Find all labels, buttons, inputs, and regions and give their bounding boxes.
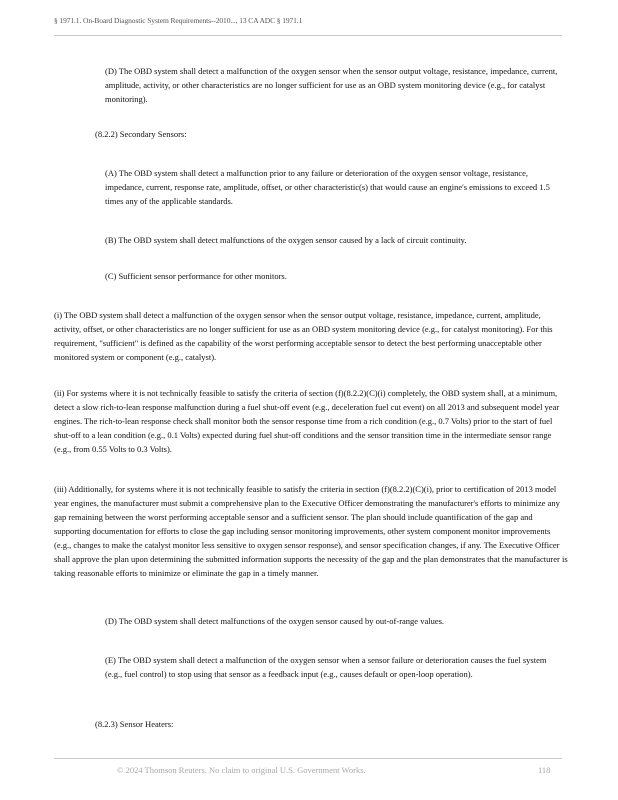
- page-number: 118: [538, 765, 551, 775]
- paragraph-C-i: (i) The OBD system shall detect a malfunction of the oxygen sensor when the sensor output voltage, resistance, impedance, current, amplitude, activity, offset, or other characteristics are no longer sufficient for use as an OBD system monitoring device (e.g., for catalyst monitoring). For this requirement, "sufficient" is defined as the capability of the worst performing acceptable sensor to detect the best performing unacceptable other monitored system or component (e.g., catalyst).: [54, 310, 553, 362]
- paragraph-secondary-E: (E) The OBD system shall detect a malfunction of the oxygen sensor when a sensor failure or deterioration causes the fuel system (e.g., fuel control) to stop using that sensor as a feedback input (e.g., causes default or open-loop operation).: [105, 655, 547, 679]
- heading-secondary-sensors: (8.2.2) Secondary Sensors:: [95, 129, 187, 139]
- footer-copyright: © 2024 Thomson Reuters. No claim to original U.S. Government Works.: [117, 765, 366, 775]
- paragraph-secondary-D: (D) The OBD system shall detect malfunctions of the oxygen sensor caused by out-of-range values.: [105, 616, 445, 626]
- paragraph-C-ii: (ii) For systems where it is not technically feasible to satisfy the criteria of section (f)(8.2.2)(C)(i) completely, the OBD system shall, at a minimum, detect a slow rich-to-lean response malfunction during a fuel shut-off event (e.g., deceleration fuel cut event) on all 2013 and subsequent model year engines. The rich-to-lean response check shall monitor both the sensor response time from a rich condition (e.g., 0.7 Volts) prior to the start of fuel shut-off to a lean condition (e.g., 0.1 Volts) expected during fuel shut-off conditions and the sensor transition time in the intermediate sensor range (e.g., from 0.55 Volts to 0.3 Volts).: [54, 388, 560, 454]
- heading-sensor-heaters: (8.2.3) Sensor Heaters:: [95, 719, 174, 729]
- header-divider: [54, 35, 562, 36]
- running-header: § 1971.1. On-Board Diagnostic System Requirements--2010..., 13 CA ADC § 1971.1: [54, 16, 303, 25]
- paragraph-secondary-A: (A) The OBD system shall detect a malfunction prior to any failure or deterioration of the oxygen sensor voltage, resistance, impedance, current, response rate, amplitude, offset, or other characteristic(s) that would cause an engine's emissions to exceed 1.5 times any of the applicable standards.: [105, 168, 550, 206]
- paragraph-secondary-B: (B) The OBD system shall detect malfunctions of the oxygen sensor caused by a lack of circuit continuity.: [105, 235, 467, 245]
- paragraph-C-iii: (iii) Additionally, for systems where it is not technically feasible to satisfy the criteria in section (f)(8.2.2)(C)(i), prior to certification of 2013 model year engines, the manufacturer must submit a comprehensive plan to the Executive Officer demonstrating the manufacturer's efforts to minimize any gap remaining between the worst performing acceptable sensor and a sufficient sensor. The plan should include quantification of the gap and supporting documentation for efforts to close the gap including sensor monitoring improvements, other system component monitor improvements (e.g., changes to make the catalyst monitor less sensitive to oxygen sensor response), and sensor specification changes, if any. The Executive Officer shall approve the plan upon determining the submitted information supports the necessity of the gap and the plan demonstrates that the manufacturer is taking reasonable efforts to minimize or eliminate the gap in a timely manner.: [54, 484, 568, 578]
- footer-divider: [54, 758, 562, 759]
- paragraph-oxygen-sensor-D: (D) The OBD system shall detect a malfunction of the oxygen sensor when the sensor output voltage, resistance, impedance, current, amplitude, activity, or other characteristics are no longer sufficient for use as an OBD system monitoring device (e.g., for catalyst monitoring).: [105, 66, 558, 104]
- paragraph-secondary-C: (C) Sufficient sensor performance for other monitors.: [105, 271, 287, 281]
